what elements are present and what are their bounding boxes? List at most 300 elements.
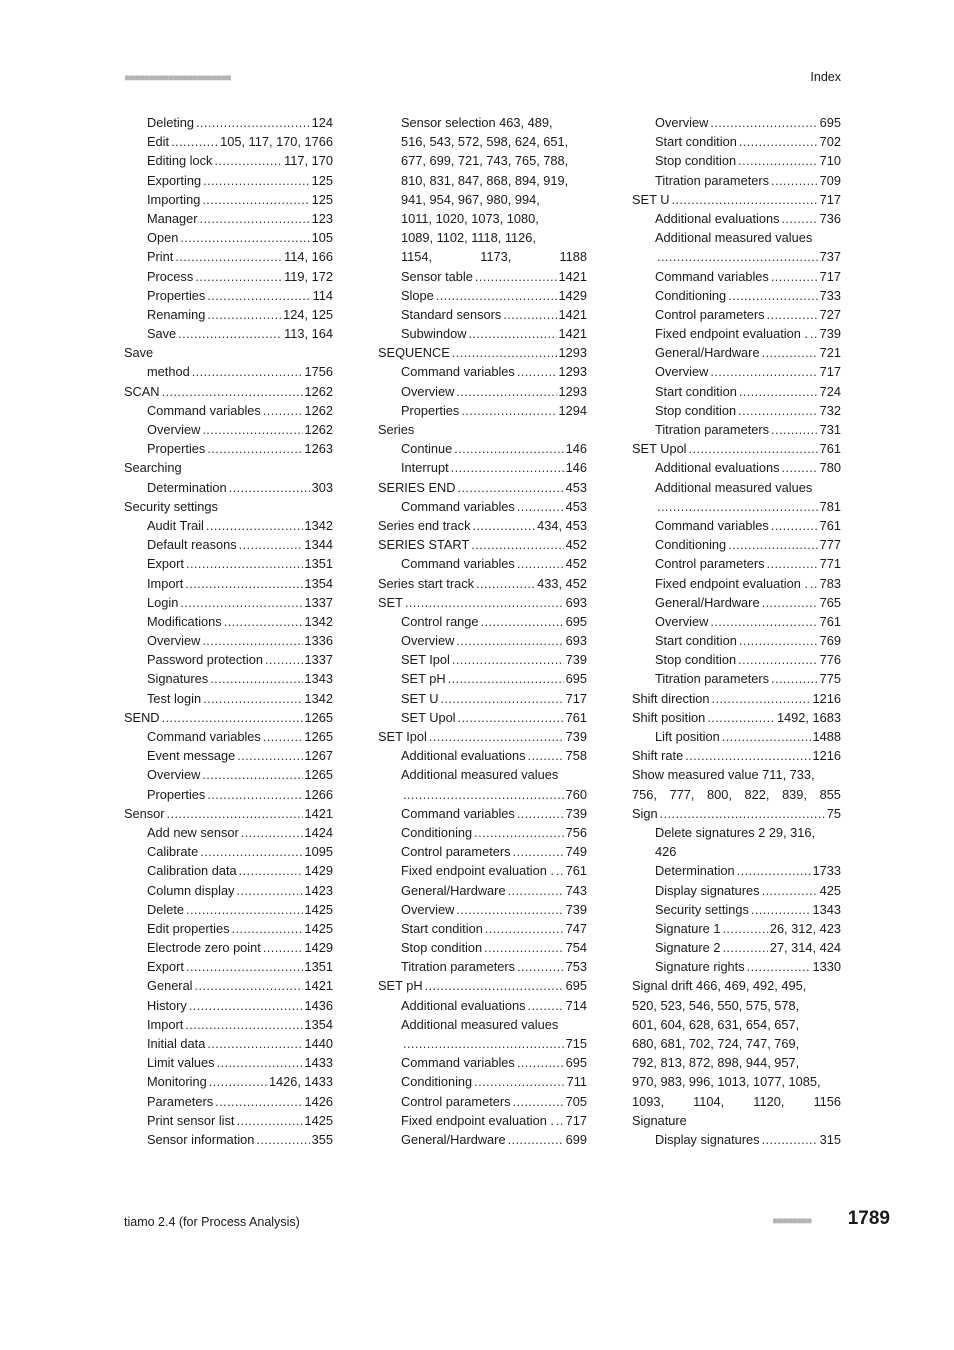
dot-leader	[722, 938, 767, 957]
index-entry-term: Deleting	[147, 115, 194, 130]
dot-leader	[556, 861, 564, 880]
index-entry-term: Command variables	[655, 517, 769, 533]
dot-leader	[217, 1053, 303, 1072]
dot-leader	[728, 286, 817, 305]
dot-leader	[451, 458, 564, 477]
index-entry	[124, 343, 333, 362]
index-entry-pages: 453	[565, 498, 587, 514]
index-entry-pages: 739	[565, 901, 587, 917]
index-entry-pages	[632, 785, 841, 804]
index-entry	[632, 861, 841, 880]
index-entry-term: Additional measured values	[401, 767, 559, 783]
index-entry-term: Additional evaluations	[401, 997, 526, 1013]
dot-leader	[175, 247, 282, 266]
index-entry-term: Show measured value 711, 733,	[632, 767, 815, 783]
dot-leader	[229, 478, 310, 497]
dot-leader	[737, 861, 811, 880]
dot-leader	[167, 804, 303, 823]
index-entry	[378, 420, 587, 439]
index-entry-term: General/Hardware	[401, 882, 506, 898]
index-entry	[378, 286, 587, 305]
index-entry	[124, 765, 333, 784]
index-entry-term: Start condition	[655, 633, 737, 649]
dot-leader	[162, 382, 303, 401]
index-entry-term: Signature	[632, 1112, 687, 1128]
index-entry-pages: 1733	[812, 863, 841, 879]
index-entry	[124, 823, 333, 842]
index-entry-pages: 709	[819, 172, 841, 188]
index-entry-pages: 1337	[304, 594, 333, 610]
index-entry-term: Conditioning	[401, 1074, 473, 1090]
index-entry	[378, 785, 587, 804]
dot-leader	[485, 919, 564, 938]
index-entry-term: Control parameters	[655, 556, 765, 572]
index-entry-pages: 1342	[304, 690, 333, 706]
index-entry	[632, 362, 841, 381]
header-decoration: ■■■■■■■■■■■■■■■■■■■■■■	[125, 73, 231, 82]
index-entry-pages: 761	[565, 863, 587, 879]
index-entry-pages: 749	[565, 844, 587, 860]
dot-leader	[707, 708, 775, 727]
index-entry-pages: 739	[819, 326, 841, 342]
dot-leader	[722, 727, 811, 746]
index-entry-term: SET U	[632, 191, 670, 207]
index-entry-pages: 1429	[304, 863, 333, 879]
index-entry-term: General/Hardware	[401, 1131, 506, 1147]
index-entry-term: Exporting	[147, 172, 202, 188]
index-entry	[632, 439, 841, 458]
index-entry	[632, 151, 841, 170]
index-entry	[378, 708, 587, 727]
dot-leader	[722, 919, 767, 938]
page-ref: 1173,	[480, 249, 512, 265]
index-entry	[632, 535, 841, 554]
index-entry-term: 520, 523, 546, 550, 575, 578,	[632, 997, 800, 1013]
index-entry	[378, 881, 587, 900]
index-entry	[632, 574, 841, 593]
dot-leader	[215, 1092, 302, 1111]
index-entry-term: Fixed endpoint evaluation .	[401, 863, 554, 879]
index-entry-pages: 1351	[304, 959, 333, 975]
dot-leader	[200, 209, 310, 228]
dot-leader	[440, 689, 563, 708]
index-entry-pages: 452	[565, 556, 587, 572]
index-entry-term: 601, 604, 628, 631, 654, 657,	[632, 1016, 800, 1032]
index-entry	[124, 1111, 333, 1130]
index-entry-term: Stop condition	[655, 153, 737, 169]
dot-leader	[771, 171, 818, 190]
index-entry	[632, 976, 841, 995]
index-entry	[124, 228, 333, 247]
index-entry	[124, 574, 333, 593]
index-entry-term: Overview	[147, 422, 201, 437]
index-entry-term: SET pH	[378, 978, 423, 994]
dot-leader	[189, 996, 303, 1015]
index-entry	[632, 919, 841, 938]
index-entry-pages: 75	[826, 805, 841, 821]
index-entry	[632, 209, 841, 228]
index-entry-pages: 717	[819, 268, 841, 284]
dot-leader	[556, 1111, 564, 1130]
dot-leader	[739, 631, 818, 650]
index-entry-term: Overview	[401, 901, 455, 917]
dot-leader	[771, 420, 818, 439]
index-entry	[378, 727, 587, 746]
index-entry-term: Control range	[401, 613, 479, 629]
index-entry-term: Export	[147, 959, 184, 975]
index-entry-pages: 739	[565, 729, 587, 744]
index-entry	[378, 919, 587, 938]
index-entry-pages: 724	[819, 383, 841, 399]
index-entry-term: Monitoring	[147, 1074, 207, 1090]
index-entry	[632, 458, 841, 477]
index-entry-pages: 114	[312, 287, 333, 303]
dot-leader	[214, 151, 282, 170]
index-entry-pages: 1293	[558, 383, 587, 399]
index-entry-term: Shift position	[632, 709, 706, 725]
footer-product-name: tiamo 2.4 (for Process Analysis)	[124, 1215, 300, 1229]
index-entry-term: Parameters	[147, 1093, 214, 1109]
index-entry	[124, 689, 333, 708]
index-entry-pages: 355	[311, 1131, 333, 1147]
index-entry	[124, 650, 333, 669]
index-entry-term: Open	[147, 230, 179, 246]
index-entry-term: Additional evaluations	[655, 210, 780, 226]
index-entry	[632, 382, 841, 401]
dot-leader	[728, 535, 817, 554]
index-entry	[124, 669, 333, 688]
dot-leader	[517, 1053, 564, 1072]
dot-leader	[767, 305, 818, 324]
index-entry-pages: 733	[819, 287, 841, 303]
index-entry	[632, 478, 841, 497]
index-entry-term: 677, 699, 721, 743, 765, 788,	[401, 153, 569, 169]
index-entry	[632, 1111, 841, 1130]
index-entry	[632, 996, 841, 1015]
index-entry	[632, 1072, 841, 1091]
index-entry	[378, 516, 587, 535]
index-entry-pages: 117, 170	[284, 153, 333, 169]
index-entry	[378, 1034, 587, 1053]
index-entry-pages: 1421	[304, 805, 333, 821]
index-entry-term: Overview	[401, 383, 455, 399]
dot-leader	[425, 976, 564, 995]
dot-leader	[241, 823, 303, 842]
dot-leader	[456, 382, 556, 401]
dot-leader	[762, 593, 818, 612]
index-entry	[632, 957, 841, 976]
index-entry	[124, 267, 333, 286]
index-entry-term: Stop condition	[655, 652, 737, 668]
index-entry-term: Login	[147, 594, 179, 610]
dot-leader	[476, 574, 535, 593]
index-entry	[378, 132, 587, 151]
index-entry	[632, 305, 841, 324]
index-entry	[632, 1053, 841, 1072]
index-entry-pages: 1095	[304, 844, 333, 860]
index-entry-pages: 1262	[304, 402, 333, 418]
index-entry-term: Shift rate	[632, 748, 684, 764]
index-entry-pages	[401, 247, 587, 266]
index-entry-term: Determination	[655, 863, 735, 879]
index-entry	[632, 228, 841, 247]
index-entry-term: Subwindow	[401, 326, 467, 342]
index-entry-term: Edit	[147, 134, 170, 150]
index-entry	[378, 1015, 587, 1034]
dot-leader	[771, 267, 818, 286]
dot-leader	[207, 785, 302, 804]
dot-leader	[710, 113, 817, 132]
index-entry-pages: 1440	[304, 1036, 333, 1051]
index-entry	[632, 631, 841, 650]
dot-leader	[738, 151, 818, 170]
index-entry	[124, 976, 333, 995]
page-section-title: Index	[810, 70, 841, 84]
index-entry-pages: 1436	[304, 997, 333, 1013]
dot-leader	[456, 900, 563, 919]
index-entry-term: 792, 813, 872, 898, 944, 957,	[632, 1055, 800, 1071]
index-entry	[378, 343, 587, 362]
index-entry	[632, 554, 841, 573]
index-entry	[124, 785, 333, 804]
index-entry	[632, 804, 841, 823]
index-entry-pages: 717	[565, 1112, 587, 1128]
dot-leader	[263, 938, 303, 957]
index-entry-pages: 1267	[304, 748, 333, 764]
dot-leader	[207, 1034, 302, 1053]
index-entry-pages	[632, 1092, 841, 1111]
index-entry	[632, 1015, 841, 1034]
dot-leader	[202, 190, 309, 209]
index-entry-term: Start condition	[655, 134, 737, 150]
dot-leader	[461, 401, 556, 420]
index-entry-pages: 758	[565, 748, 587, 764]
index-entry	[378, 439, 587, 458]
index-entry-pages: 1216	[812, 690, 841, 706]
dot-leader	[751, 900, 811, 919]
index-entry-pages: 714	[565, 997, 587, 1013]
index-entry-pages: 775	[819, 671, 841, 687]
index-entry-term: Save	[124, 345, 154, 361]
index-entry-term: Overview	[655, 364, 709, 380]
index-entry	[632, 900, 841, 919]
dot-leader	[452, 343, 557, 362]
index-entry-term: Command variables	[401, 556, 515, 572]
dot-leader	[237, 881, 303, 900]
index-entry	[124, 996, 333, 1015]
dot-leader	[528, 996, 564, 1015]
page-number: 1789	[847, 1208, 890, 1229]
index-entry	[378, 938, 587, 957]
dot-leader	[186, 900, 303, 919]
index-entry-pages: 754	[565, 940, 587, 956]
index-entry-pages: 769	[819, 633, 841, 649]
index-entry	[632, 286, 841, 305]
index-entry-pages: 105, 117, 170, 1766	[220, 134, 333, 150]
dot-leader	[517, 804, 564, 823]
dot-leader	[265, 650, 303, 669]
index-entry	[124, 612, 333, 631]
index-entry-pages: 1330	[812, 959, 841, 975]
index-entry-pages: 433, 452	[537, 575, 587, 591]
page-ref: 822,	[744, 786, 770, 802]
dot-leader	[739, 132, 818, 151]
dot-leader	[685, 746, 810, 765]
index-entry	[378, 1111, 587, 1130]
index-entry-term: Start condition	[655, 383, 737, 399]
dot-leader	[180, 228, 309, 247]
index-entry-pages: 693	[565, 594, 587, 610]
index-entry-pages: 1426, 1433	[268, 1074, 333, 1090]
index-entry-pages: 1337	[304, 652, 333, 668]
index-entry-term: Calibration data	[147, 863, 237, 879]
index-entry-term: Properties	[147, 287, 206, 303]
index-entry	[124, 209, 333, 228]
dot-leader	[471, 535, 563, 554]
page-ref: 1156	[813, 1093, 841, 1109]
dot-leader	[256, 1130, 309, 1149]
index-entry	[632, 881, 841, 900]
dot-leader	[517, 957, 564, 976]
index-entry-pages: 761	[565, 709, 587, 725]
index-entry	[632, 324, 841, 343]
index-entry-term: History	[147, 997, 187, 1013]
index-entry	[124, 1092, 333, 1111]
dot-leader	[210, 669, 302, 688]
index-entry-term: Additional evaluations	[401, 748, 526, 764]
index-entry-pages: 1429	[558, 287, 587, 303]
index-entry-term: Sensor table	[401, 268, 473, 284]
index-entry-term: Shift direction	[632, 690, 710, 706]
index-entry	[378, 1072, 587, 1091]
index-entry-pages: 146	[565, 441, 587, 457]
index-entry	[124, 516, 333, 535]
index-entry-term: Properties	[147, 786, 206, 802]
index-entry-term: Fixed endpoint evaluation .	[655, 575, 808, 591]
dot-leader	[403, 785, 564, 804]
index-entry-term: Titration parameters	[655, 671, 770, 687]
index-entry-term: Sensor selection 463, 489,	[401, 115, 553, 130]
page-ref: 1154,	[401, 249, 433, 265]
index-entry-term: Additional evaluations	[655, 460, 780, 476]
index-entry-term: Command variables	[401, 805, 515, 821]
index-entry-pages: 1426	[304, 1093, 333, 1109]
index-entry-term: SET	[378, 594, 403, 610]
dot-leader	[192, 362, 303, 381]
index-entry-pages: 1425	[304, 920, 333, 936]
index-entry-term: Add new sensor	[147, 824, 239, 840]
index-entry-term: SET Upol	[632, 441, 687, 457]
index-entry-pages: 1293	[558, 364, 587, 380]
index-entry-term: Searching	[124, 460, 182, 476]
index-entry	[124, 631, 333, 650]
index-entry	[124, 746, 333, 765]
page-ref: 855	[819, 786, 841, 802]
index-entry-term: Delete	[147, 901, 184, 917]
index-entry-pages: 761	[819, 441, 841, 457]
index-entry-pages: 783	[819, 575, 841, 591]
dot-leader	[508, 881, 564, 900]
index-entry-pages: 425	[819, 882, 841, 898]
index-entry-term: Signature 2	[655, 940, 721, 956]
dot-leader	[202, 631, 302, 650]
index-entry-term: 426	[655, 844, 677, 860]
index-entry	[124, 151, 333, 170]
index-entry-term: Event message	[147, 748, 236, 764]
index-entry-pages: 695	[819, 115, 841, 130]
index-entry-term: method	[147, 364, 190, 380]
index-entry	[378, 382, 587, 401]
index-column-2	[378, 113, 587, 1149]
index-entry-pages: 721	[819, 345, 841, 361]
index-entry-pages: 1343	[812, 901, 841, 917]
index-entry-term: Overview	[655, 115, 709, 130]
index-entry-term: Manager	[147, 210, 198, 226]
index-entry-pages: 695	[565, 978, 587, 994]
index-entry-pages: 123	[311, 210, 333, 226]
index-entry-pages: 693	[565, 633, 587, 649]
index-entry	[124, 919, 333, 938]
index-entry-pages: 732	[819, 402, 841, 418]
index-entry-pages: 125	[311, 191, 333, 207]
dot-leader	[195, 267, 282, 286]
dot-leader	[481, 612, 564, 631]
index-entry-pages: 717	[565, 690, 587, 706]
index-entry	[632, 113, 841, 132]
index-entry	[378, 171, 587, 190]
index-entry	[632, 593, 841, 612]
index-entry-term: Signature 1	[655, 920, 721, 936]
index-entry-term: 516, 543, 572, 598, 624, 651,	[401, 134, 569, 150]
index-entry-pages: 695	[565, 1055, 587, 1071]
dot-leader	[196, 113, 310, 132]
dot-leader	[202, 765, 302, 784]
index-entry-pages: 743	[565, 882, 587, 898]
index-entry-pages: 705	[565, 1093, 587, 1109]
index-entry-pages: 1344	[304, 537, 333, 553]
index-entry-term: Interrupt	[401, 460, 449, 476]
index-entry-term: Process	[147, 268, 194, 284]
index-entry-term: Start condition	[401, 920, 483, 936]
index-entry-term: Command variables	[147, 402, 261, 418]
index-entry-pages: 699	[565, 1131, 587, 1147]
index-entry-pages: 739	[565, 652, 587, 668]
dot-leader	[657, 247, 818, 266]
dot-leader	[810, 574, 818, 593]
index-entry	[378, 804, 587, 823]
index-entry	[378, 190, 587, 209]
footer-decoration: ■■■■■■■■	[773, 1216, 812, 1225]
index-entry	[124, 382, 333, 401]
index-entry-term: SCAN	[124, 383, 160, 399]
index-entry-term: Stop condition	[655, 402, 737, 418]
dot-leader	[738, 401, 818, 420]
index-entry-term: SERIES END	[378, 479, 456, 495]
index-entry-pages: 1343	[304, 671, 333, 687]
index-entry-term: Edit properties	[147, 920, 230, 936]
index-entry-term: SET Ipol	[401, 652, 450, 668]
index-entry	[124, 324, 333, 343]
index-entry	[378, 669, 587, 688]
index-entry	[378, 209, 587, 228]
dot-leader	[657, 497, 818, 516]
index-entry-term: Default reasons	[147, 537, 237, 553]
index-entry-term: Renaming	[147, 306, 206, 322]
index-entry-term: Properties	[401, 402, 460, 418]
index-entry-pages: 434, 453	[537, 517, 587, 533]
index-entry	[378, 497, 587, 516]
index-entry-term: Standard sensors	[401, 306, 502, 322]
